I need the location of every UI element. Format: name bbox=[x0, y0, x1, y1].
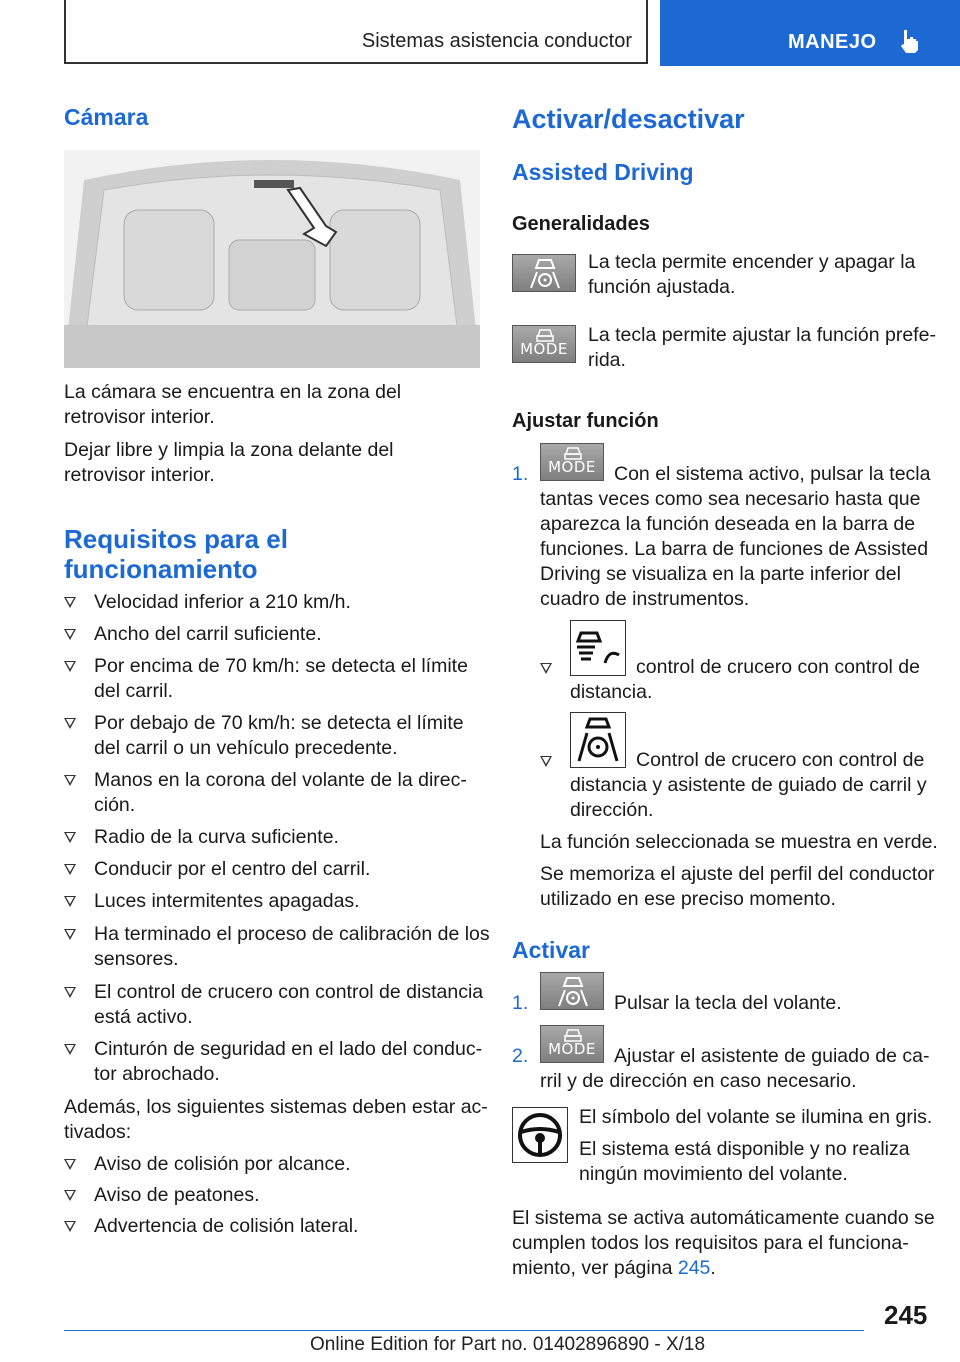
sub-1-text-line2: distancia. bbox=[570, 681, 653, 703]
tab-manejo[interactable] bbox=[660, 0, 960, 66]
sub-2-text-line2: distancia y asistente de guiado de carril y bbox=[570, 774, 927, 796]
step-1-text-line3: aparezca la función deseada en la barra de bbox=[540, 513, 916, 535]
activate-step-2-text-line2: rril y de dirección en caso necesario. bbox=[540, 1070, 857, 1092]
bullet-triangle-icon bbox=[64, 1190, 76, 1201]
steering-assist-icon bbox=[555, 976, 591, 1008]
steering-wheel-icon bbox=[512, 1107, 568, 1163]
generalidades-heading: Generalidades bbox=[512, 213, 650, 235]
header-section-box bbox=[64, 0, 648, 64]
activar-heading: Activar bbox=[512, 937, 590, 963]
bullet-triangle-icon bbox=[64, 1221, 76, 1232]
step-1-text-line6: cuadro de instrumentos. bbox=[540, 588, 750, 610]
key2-text-line1: La tecla permite ajustar la función prefe‐ bbox=[588, 324, 936, 346]
note-selected-function: La función seleccionada se muestra en verde. bbox=[540, 831, 938, 853]
mode-key-image: MODE bbox=[512, 325, 576, 363]
wheel-text-1: El símbolo del volante se ilumina en gris. bbox=[579, 1106, 933, 1128]
footer-edition-text: Online Edition for Part no. 01402896890 - X/18 bbox=[310, 1334, 706, 1355]
footer-divider bbox=[64, 1330, 864, 1331]
list-item: Ha terminado el proceso de calibración de los sensores. bbox=[64, 922, 484, 972]
page-link[interactable]: 245 bbox=[677, 1257, 711, 1279]
list-item bbox=[540, 656, 560, 676]
key1-text-line1: La tecla permite encender y apagar la bbox=[588, 251, 916, 273]
sub-1-text-line1: control de crucero con control de bbox=[636, 656, 920, 678]
list-item: Por debajo de 70 km/h: se detecta el límite del carril o un vehículo precedente. bbox=[64, 711, 484, 761]
camera-location-image bbox=[64, 150, 480, 368]
assist-driving-key-image bbox=[512, 254, 576, 292]
activate-deactivate-heading: Activar/desactivar bbox=[512, 104, 745, 134]
bullet-triangle-icon bbox=[540, 756, 552, 767]
steering-assist-icon bbox=[527, 258, 563, 290]
bullet-triangle-icon bbox=[64, 1159, 76, 1170]
bullet-triangle-icon bbox=[540, 663, 552, 674]
list-item: Cinturón de seguridad en el lado del conduc‐ tor abrochado. bbox=[64, 1037, 484, 1087]
requirements-heading-line1: Requisitos para el bbox=[64, 524, 288, 554]
step-1-number: 1. bbox=[512, 463, 529, 485]
page-number: 245 bbox=[884, 1300, 928, 1330]
bullet-triangle-icon bbox=[64, 661, 76, 672]
list-item: El control de crucero con control de distancia está activo. bbox=[64, 980, 484, 1030]
activate-step-1-text: Pulsar la tecla del volante. bbox=[614, 992, 842, 1014]
bullet-triangle-icon bbox=[64, 629, 76, 640]
ajustar-heading: Ajustar función bbox=[512, 410, 659, 432]
bullet-triangle-icon bbox=[64, 864, 76, 875]
step-1-text-line4: funciones. La barra de funciones de Assisted bbox=[540, 538, 929, 560]
step-1-text-line1: Con el sistema activo, pulsar la tecla bbox=[614, 463, 931, 485]
activate-step-2-number: 2. bbox=[512, 1045, 529, 1067]
step-1-text-line5: Driving se visualiza en la parte inferior del bbox=[540, 563, 901, 585]
list-item: Por encima de 70 km/h: se detecta el límite del carril. bbox=[64, 654, 484, 704]
sub-2-text-line3: dirección. bbox=[570, 799, 654, 821]
bullet-triangle-icon bbox=[64, 775, 76, 786]
mode-key-image: MODE bbox=[540, 1025, 604, 1063]
camara-heading: Cámara bbox=[64, 104, 149, 130]
tab-manejo-label: MANEJO bbox=[788, 31, 877, 53]
also-required-text-line2: tivados: bbox=[64, 1121, 132, 1143]
wheel-text-2-line1: El sistema está disponible y no realiza bbox=[579, 1138, 910, 1160]
assist-driving-key-image bbox=[540, 972, 604, 1010]
bullet-triangle-icon bbox=[64, 597, 76, 608]
camara-paragraph-2: Dejar libre y limpia la zona delante del retrovisor interior. bbox=[64, 439, 394, 486]
cruise-control-distance-icon bbox=[570, 620, 626, 676]
sub-2-text-line1: Control de crucero con control de bbox=[636, 749, 925, 771]
final-text-line2: cumplen todos los requisitos para el funciona‐ bbox=[512, 1232, 909, 1254]
mode-key-image: MODE bbox=[540, 443, 604, 481]
activate-step-2-text-line1: Ajustar el asistente de guiado de ca‐ bbox=[614, 1045, 930, 1067]
section-title: Sistemas asistencia conductor bbox=[361, 30, 632, 52]
bullet-triangle-icon bbox=[64, 987, 76, 998]
bullet-triangle-icon bbox=[64, 832, 76, 843]
wheel-text-2-line2: ningún movimiento del volante. bbox=[579, 1163, 848, 1185]
key1-text-line2: función ajustada. bbox=[588, 276, 736, 298]
key2-text-line2: rida. bbox=[588, 349, 626, 371]
bullet-triangle-icon bbox=[64, 1044, 76, 1055]
bullet-triangle-icon bbox=[64, 718, 76, 729]
lane-steering-assist-icon bbox=[570, 712, 626, 768]
step-1-text-line2: tantas veces como sea necesario hasta que bbox=[540, 488, 921, 510]
note-profile-line2: utilizado en ese preciso momento. bbox=[540, 888, 836, 910]
assisted-driving-heading: Assisted Driving bbox=[512, 159, 694, 185]
list-item bbox=[540, 749, 560, 769]
camara-paragraph-1: La cámara se encuentra en la zona del retrovisor interior. bbox=[64, 381, 402, 428]
final-text-line1: El sistema se activa automáticamente cuando se bbox=[512, 1207, 935, 1229]
activate-step-1-number: 1. bbox=[512, 992, 529, 1014]
hand-pointer-icon bbox=[898, 28, 920, 54]
list-item: Manos en la corona del volante de la direc‐ ción. bbox=[64, 768, 484, 818]
note-profile-line1: Se memoriza el ajuste del perfil del conductor bbox=[540, 863, 935, 885]
final-text-line3: miento, ver página 245. bbox=[512, 1257, 716, 1279]
bullet-triangle-icon bbox=[64, 929, 76, 940]
bullet-triangle-icon bbox=[64, 896, 76, 907]
requirements-heading-line2: funcionamiento bbox=[64, 554, 258, 584]
also-required-text-line1: Además, los siguientes sistemas deben estar ac‐ bbox=[64, 1096, 488, 1118]
